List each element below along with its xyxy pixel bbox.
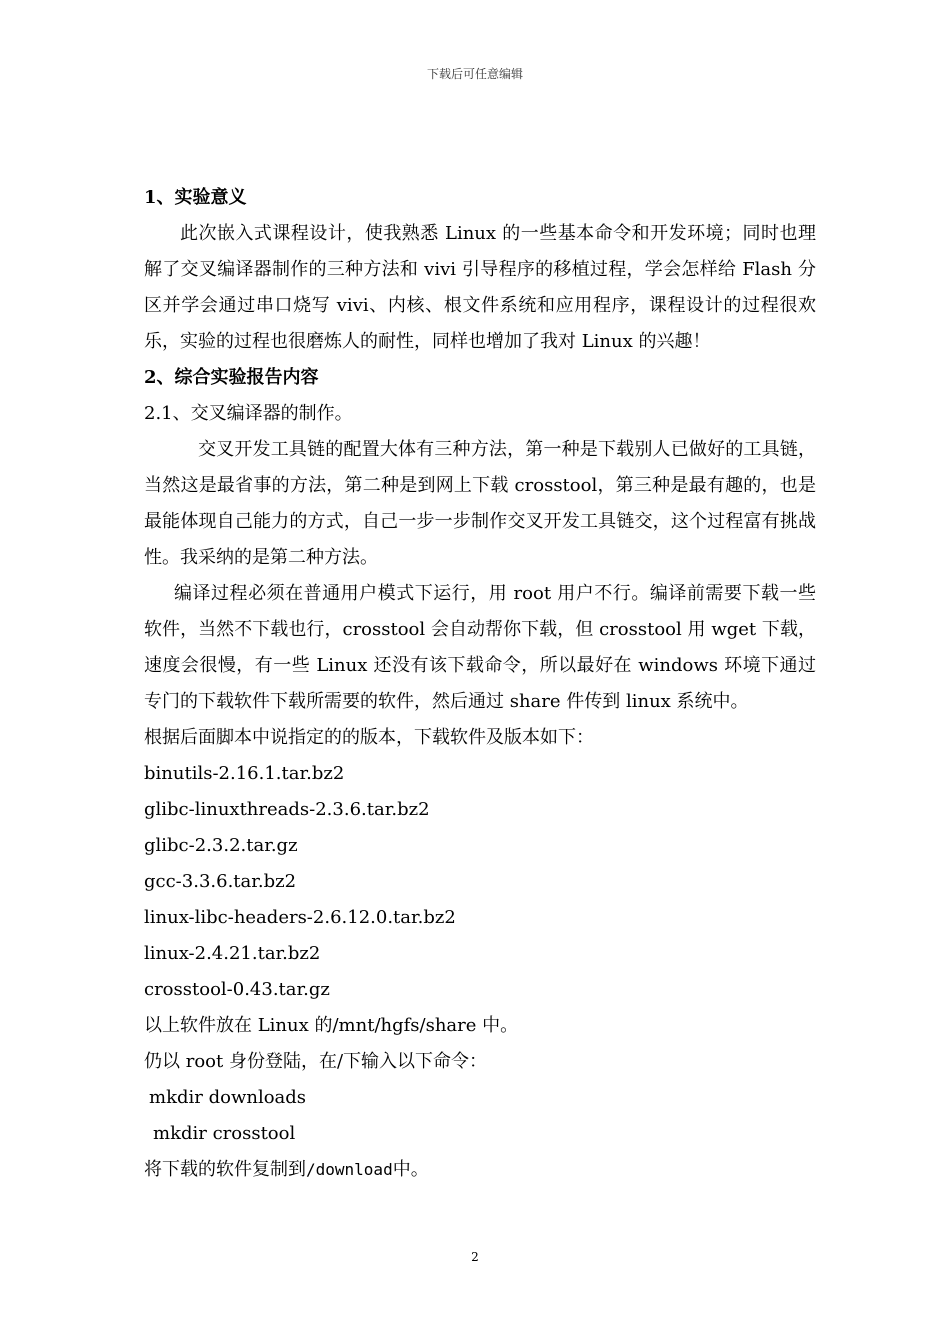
copy-note-suffix: 中。	[392, 1159, 429, 1180]
copy-note-path: /download	[306, 1160, 393, 1179]
section-2-heading: 2、综合实验报告内容	[144, 367, 319, 388]
package-item: crosstool-0.43.tar.gz	[144, 979, 330, 1000]
toolchain-methods-paragraph: 交叉开发工具链的配置大体有三种方法，第一种是下载别人已做好的工具链，当然这是最省事的方法，第二种是到网上下载 crosstool，第三种是最有趣的，也是最能体现自己能力的方式，自己一步一步制作交叉开发工具链交，这个过程富有挑战性。我采纳的是第二种方法。	[144, 439, 816, 568]
copy-note	[144, 1152, 816, 1188]
package-item: binutils-2.16.1.tar.bz2	[144, 763, 345, 784]
package-item: glibc-linuxthreads-2.3.6.tar.bz2	[144, 799, 430, 820]
copy-note-prefix: 将下载的软件复制到	[144, 1159, 306, 1180]
login-note: 仍以 root 身份登陆，在/下输入以下命令：	[144, 1051, 488, 1072]
compile-notes-paragraph: 编译过程必须在普通用户模式下运行，用 root 用户不行。编译前需要下载一些软件，当然不下载也行，crosstool 会自动帮你下载，但 crosstool 用 wget 下载，速度会很慢，有一些 Linux 还没有该下载命令，所以最好在 windows 环境下通过专门的下载软件下载所需要的软件，然后通过 share 件传到 linux 系统中。	[144, 583, 816, 712]
package-item: glibc-2.3.2.tar.gz	[144, 835, 298, 856]
versions-intro: 根据后面脚本中说指定的的版本，下载软件及版本如下：	[144, 727, 594, 748]
command-mkdir-downloads: mkdir downloads	[149, 1087, 307, 1108]
document-body	[144, 180, 816, 1188]
package-item: linux-2.4.21.tar.bz2	[144, 943, 321, 964]
location-note: 以上软件放在 Linux 的/mnt/hgfs/share 中。	[144, 1015, 519, 1036]
section-1-paragraph: 此次嵌入式课程设计，使我熟悉 Linux 的一些基本命令和开发环境；同时也理解了交叉编译器制作的三种方法和 vivi 引导程序的移植过程，学会怎样给 Flash 分区并学会通过串口烧写 vivi、内核、根文件系统和应用程序，课程设计的过程很欢乐，实验的过程也很磨炼人的耐性，同样也增加了我对 Linux 的兴趣！	[144, 223, 816, 352]
page-header: 下载后可任意编辑	[426, 67, 523, 81]
subsection-2-1-heading: 2.1、交叉编译器的制作。	[144, 403, 353, 424]
command-mkdir-crosstool: mkdir crosstool	[153, 1123, 296, 1144]
page-number: 2	[471, 1250, 479, 1264]
package-item: gcc-3.3.6.tar.bz2	[144, 871, 297, 892]
section-1-heading: 1、实验意义	[144, 187, 247, 208]
package-item: linux-libc-headers-2.6.12.0.tar.bz2	[144, 907, 456, 928]
